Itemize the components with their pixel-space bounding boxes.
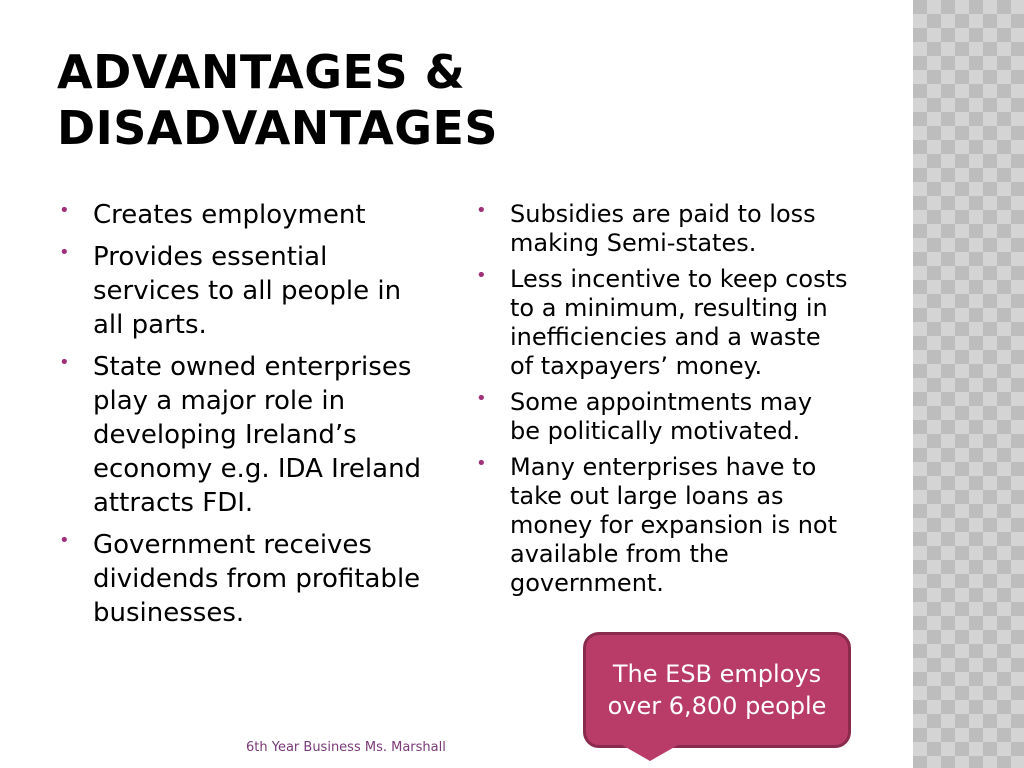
bullet-icon: • [476,453,487,474]
disadvantage-text: Some appointments may be politically motivated. [510,388,813,445]
bullet-icon: • [59,242,70,263]
decorative-side-panel [913,0,1024,768]
bullet-icon: • [476,200,487,221]
title-line-2: DISADVANTAGES [57,101,499,155]
advantages-list [57,198,437,638]
bullet-icon: • [59,352,70,373]
slide-title [57,44,657,156]
advantage-text: Government receives dividends from profitable businesses. [93,530,421,628]
disadvantage-text: Many enterprises have to take out large loans as money for expansion is not available from the government. [510,453,837,597]
callout-line-2: over 6,800 people [607,692,827,720]
disadvantage-item [474,453,849,598]
slide-footer: 6th Year Business Ms. Marshall [246,740,446,755]
advantage-item [57,240,437,342]
disadvantage-text: Subsidies are paid to loss making Semi-states. [510,200,816,257]
bullet-icon: • [476,388,487,409]
bullet-icon: • [59,530,70,551]
advantage-text: Creates employment [93,200,366,230]
callout-pointer [622,745,678,761]
advantage-text: State owned enterprises play a major role in developing Ireland’s economy e.g. IDA Ireland attracts FDI. [93,352,422,518]
title-line-1: ADVANTAGES & [57,45,466,99]
disadvantages-list [474,200,849,605]
advantage-item [57,528,437,630]
bullet-icon: • [476,265,487,286]
disadvantage-text: Less incentive to keep costs to a minimum, resulting in inefficiencies and a waste of taxpayers’ money. [510,265,848,380]
advantage-item [57,350,437,520]
bullet-icon: • [59,200,70,221]
disadvantage-item [474,265,849,381]
esb-callout [583,632,851,748]
callout-line-1: The ESB employs [612,660,822,688]
advantage-text: Provides essential services to all people in all parts. [93,242,402,340]
disadvantage-item [474,388,849,446]
advantage-item [57,198,437,232]
disadvantage-item [474,200,849,258]
